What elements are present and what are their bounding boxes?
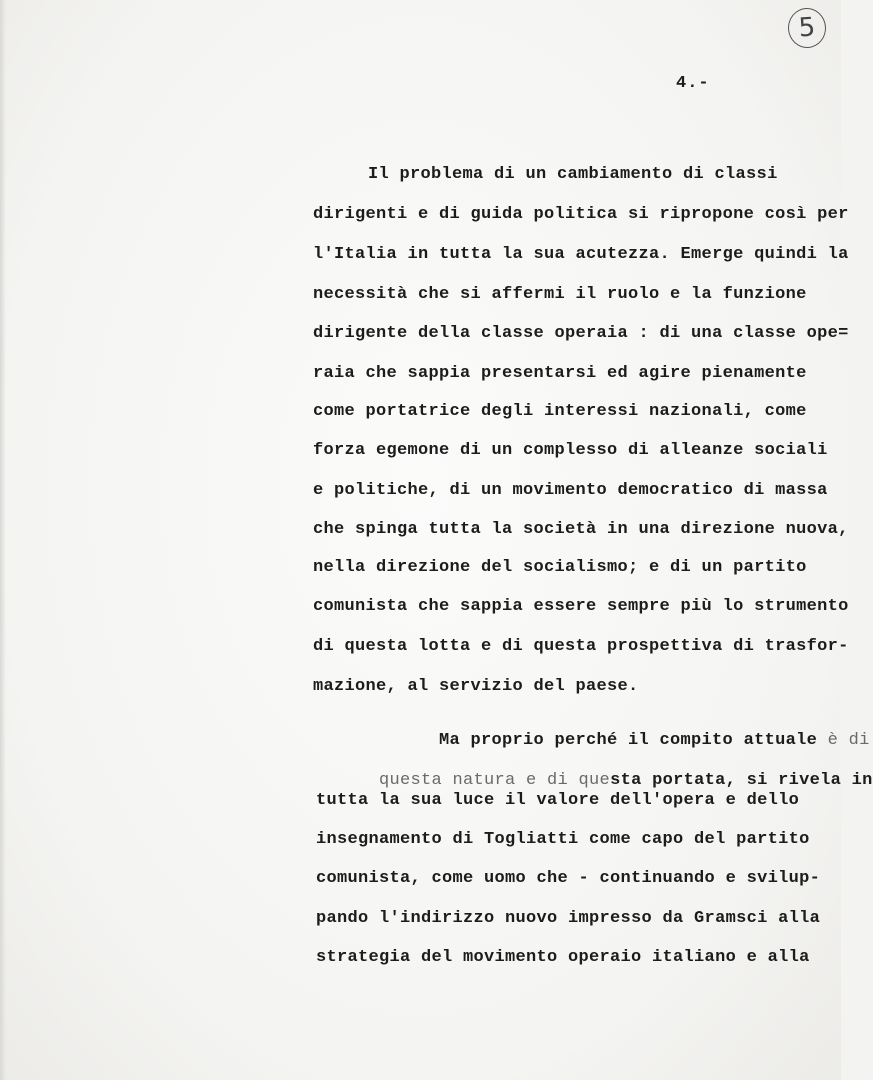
circled-page-marker: 5 xyxy=(787,7,828,50)
scan-edge-shadow xyxy=(0,0,6,1080)
text-line: pando l'indirizzo nuovo impresso da Gramsci alla xyxy=(316,909,821,928)
text-line: necessità che si affermi il ruolo e la funzione xyxy=(313,285,807,304)
text-line: dirigente della classe operaia : di una classe ope= xyxy=(313,324,849,343)
text-line: di questa lotta e di questa prospettiva di trasfor- xyxy=(313,637,849,656)
page-number: 4.- xyxy=(676,74,710,93)
text-line: strategia del movimento operaio italiano e alla xyxy=(316,948,810,967)
text-line: raia che sappia presentarsi ed agire pienamente xyxy=(313,364,807,383)
text-line: come portatrice degli interessi nazionali, come xyxy=(313,402,807,421)
text-line: comunista che sappia essere sempre più lo strumento xyxy=(313,597,849,616)
text-line: tutta la sua luce il valore dell'opera e dello xyxy=(316,791,800,810)
faint-text-segment: questa natura e di que xyxy=(379,771,611,790)
text-line: l'Italia in tutta la sua acutezza. Emerge quindi la xyxy=(313,245,849,264)
text-line: nella direzione del socialismo; e di un partito xyxy=(313,558,807,577)
text-segment: sta portata, si rivela in xyxy=(610,771,873,790)
text-line: insegnamento di Togliatti come capo del partito xyxy=(316,830,810,849)
text-line: Il problema di un cambiamento di classi xyxy=(368,165,778,184)
text-line: forza egemone di un complesso di alleanze sociali xyxy=(313,441,828,460)
text-line: e politiche, di un movimento democratico di massa xyxy=(313,481,828,500)
text-line: comunista, come uomo che - continuando e svilup- xyxy=(316,869,821,888)
text-line: dirigenti e di guida politica si ripropone così per xyxy=(313,205,849,224)
faint-text-segment: è di xyxy=(827,731,870,750)
text-line: mazione, al servizio del paese. xyxy=(313,677,639,696)
text-segment: Ma proprio perché il compito attuale xyxy=(439,731,828,750)
text-line: che spinga tutta la società in una direzione nuova, xyxy=(313,520,849,539)
